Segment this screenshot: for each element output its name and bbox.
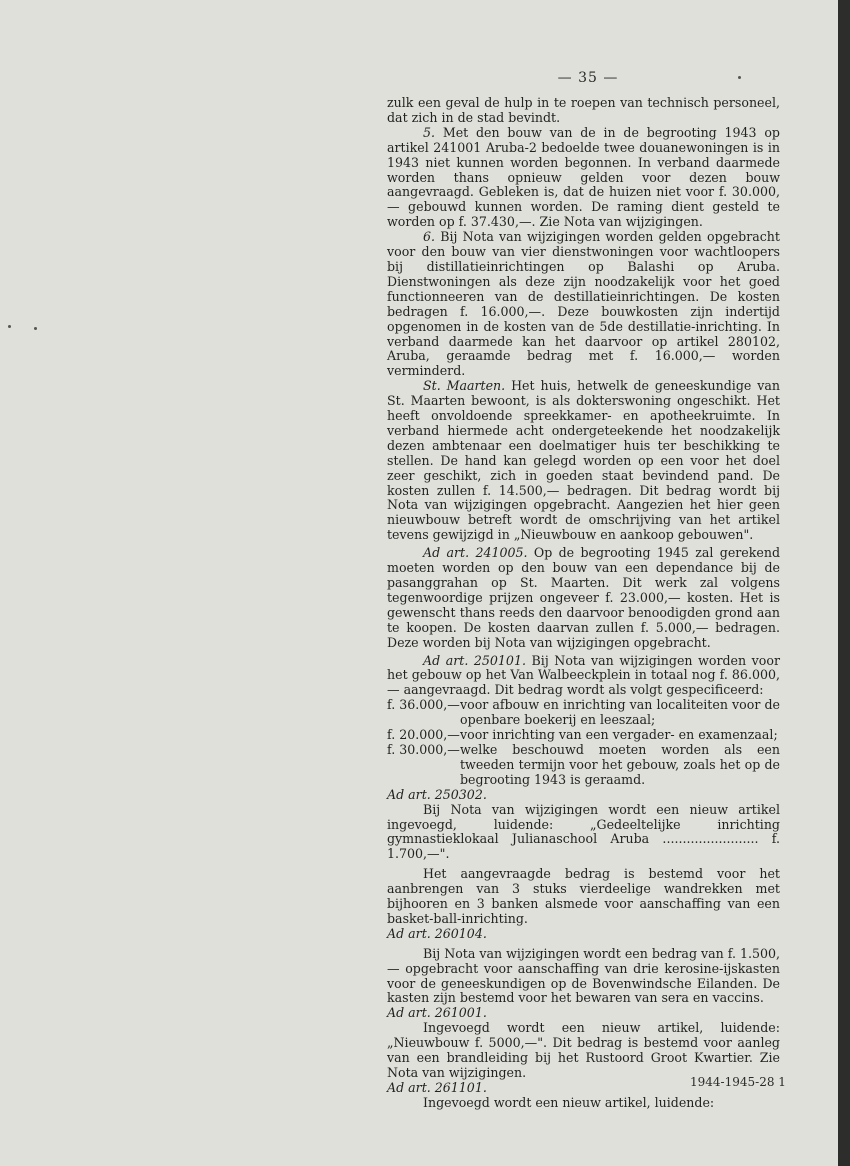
spec-amount: f. 36.000,— [387, 697, 460, 713]
paragraph: Bij Nota van wijzigingen wordt een bedrag van f. 1.500,— opgebracht voor aanschaffing van drie kerosine-ijskasten voor de geneeskundigen op de Bovenwindsche Eilanden. De kasten zijn bestemd voor het bewaren van sera en vaccins. [387, 945, 781, 1006]
paragraph: 5. Met den bouw van de in de begrooting 1943 op artikel 241001 Aruba-2 bedoelde twee douanewoningen is in 1943 niet kunnen worden begonnen. In verband daarmede worden thans opnieuw gelden voor dezen bouw aangevraagd. Gebleken is, dat de huizen niet voor f. 30.000,— gebouwd kunnen worden. De raming dient gesteld te worden op f. 37.430,—. Zie Nota van wijzigingen. [387, 124, 780, 230]
speck [738, 76, 741, 79]
specification-row [387, 728, 780, 743]
specification-row [387, 743, 780, 788]
paragraph: zulk een geval de hulp in te roepen van technisch personeel, dat zich in de stad bevindt. [387, 95, 780, 125]
article-heading: Ad art. 260104. [387, 925, 487, 941]
paragraph: Ingevoegd wordt een nieuw artikel, luidende: „Nieuwbouw f. 5000,—". Dit bedrag is bestemd voor aanleg van een brandleiding bij het Rustoord Groot Kwartier. Zie Nota van wijzigingen. [387, 1020, 780, 1080]
spec-amount: f. 30.000,— [387, 741, 460, 757]
section-label: St. Maarten. [423, 378, 506, 394]
paragraph: Het aangevraagde bedrag is bestemd voor het aanbrengen van 3 stuks vierdeelige wandrekken met bijhooren en 3 banken alsmede voor aanschaffing van een basket-ball-inrichting. [387, 866, 780, 926]
specification-row [387, 698, 780, 728]
body-text [387, 96, 780, 1111]
spec-description: voor afbouw en inrichting van localiteiten voor de openbare boekerij en leeszaal; [460, 697, 780, 728]
page-number: — 35 — [557, 70, 619, 86]
paragraph: Bij Nota van wijzigingen wordt een nieuw artikel ingevoegd, luidende: „Gedeeltelijke inrichting gymnastieklokaal Julianaschool Aruba ........................ f. 1.700,—". [387, 801, 780, 862]
speck [34, 327, 37, 330]
specification-list [387, 698, 780, 787]
speck [8, 325, 11, 328]
article-label: Ad art. 250101. [423, 652, 526, 668]
article-heading: Ad art. 250302. [387, 786, 487, 802]
paragraph: St. Maarten. Het huis, hetwelk de geneeskundige van St. Maarten bewoont, is als dokterswoning ongeschikt. Het heeft onvoldoende spreekkamer- en apotheekruimte. In verband hiermede acht ondergeteekende het noodzakelijk dezen ambtenaar een doelmatiger huis ter beschikking te stellen. De hand kan gelegd worden op een voor het doel zeer geschikt, zich in goeden staat bevindend pand. De kosten zullen f. 14.500,— bedragen. Dit bedrag wordt bij Nota van wijzigingen opgebracht. Aangezien het hier geen nieuwbouw betreft wordt de omschrijving van het artikel tevens gewijzigd in „Nieuwbouw en aankoop gebouwen". [387, 378, 780, 543]
item-label: 6. [423, 229, 436, 245]
scan-edge [838, 0, 850, 1166]
paragraph: Ad art. 250101. Bij Nota van wijzigingen worden voor het gebouw op het Van Walbeeckplein in totaal nog f. 86.000,— aangevraagd. Dit bedrag wordt als volgt gespecificeerd: [387, 652, 780, 698]
paragraph: Ingevoegd wordt een nieuw artikel, luidende: [423, 1094, 715, 1110]
spec-amount: f. 20.000,— [387, 727, 460, 743]
spec-description: welke beschouwd moeten worden als een tweeden termijn voor het gebouw, zoals het op de begrooting 1943 is geraamd. [460, 741, 780, 787]
article-heading: Ad art. 261001. [387, 1005, 487, 1021]
footer-code: 1944-1945-28 1 [690, 1075, 786, 1089]
paragraph: 6. Bij Nota van wijzigingen worden gelden opgebracht voor den bouw van vier dienstwoningen voor wachtloopers bij distillatieinrichtingen op Balashi op Aruba. Dienstwoningen als deze zijn noodzakelijk voor het goed functionneeren van de destillatieinrichtingen. De kosten bedragen f. 16.000,—. Deze bouwkosten zijn indertijd opgenomen in de kosten van de 5de destillatie-inrichting. In verband daarmede kan het daarvoor op artikel 280102, Aruba, geraamde bedrag met f. 16.000,— worden verminderd. [387, 229, 780, 379]
spec-description: voor inrichting van een vergader- en examenzaal; [460, 727, 778, 743]
article-label: Ad art. 241005. [423, 545, 528, 561]
article-heading: Ad art. 261101. [387, 1079, 487, 1095]
item-label: 5. [423, 124, 436, 140]
paragraph: Ad art. 241005. Op de begrooting 1945 zal gerekend moeten worden op den bouw van een dependance bij de pasanggrahan op St. Maarten. Dit werk zal volgens tegenwoordige prijzen ongeveer f. 23.000,— kosten. Het is gewenscht thans reeds den daarvoor benoodigden grond aan te koopen. De kosten daarvan zullen f. 5.000,— bedragen. Deze worden bij Nota van wijzigingen opgebracht. [387, 545, 781, 650]
